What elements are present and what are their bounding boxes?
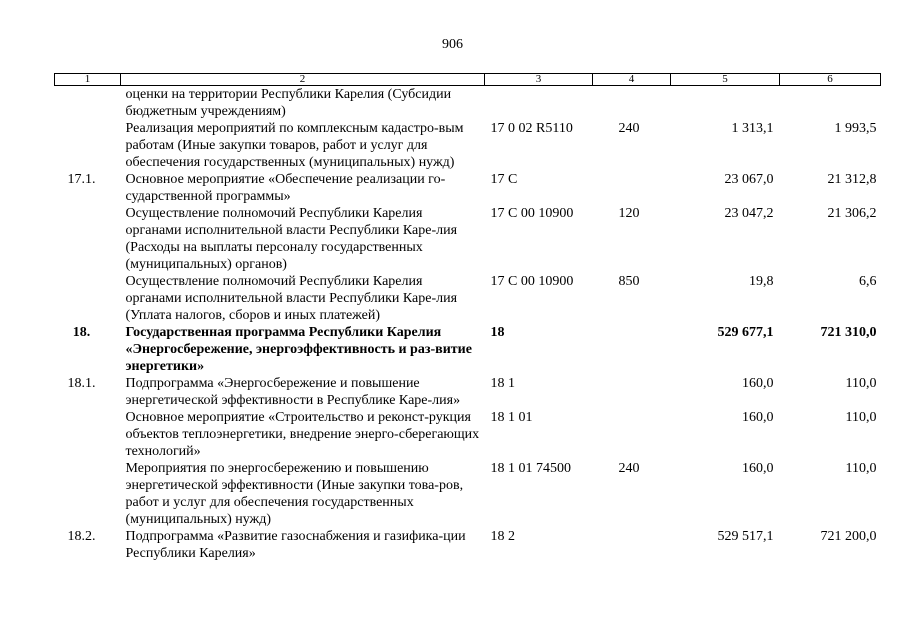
row-amount-col6: 110,0 (845, 376, 877, 391)
row-expense-type: 120 (618, 206, 640, 221)
row-code: 18 1 (490, 376, 515, 391)
row-number (55, 86, 121, 121)
row-amount-col6: 21 306,2 (827, 206, 877, 221)
row-expense-type (593, 528, 671, 562)
row-number: 18.1. (67, 376, 96, 391)
row-name: Основное мероприятие «Строительство и реконст-рукция объектов теплоэнергетики, внедрение энерго-сберегающих технологий» (125, 410, 480, 459)
row-expense-type: 850 (618, 274, 640, 289)
row-expense-type (593, 375, 671, 409)
table-row (55, 171, 881, 205)
row-number (55, 273, 121, 324)
row-expense-type (593, 324, 671, 375)
budget-table (54, 73, 881, 562)
row-amount-col5: 529 517,1 (717, 529, 774, 544)
row-expense-type: 240 (618, 121, 640, 136)
row-number: 18.2. (67, 529, 96, 544)
row-number (55, 409, 121, 460)
row-expense-type: 240 (618, 461, 640, 476)
column-header-3: 3 (485, 74, 593, 86)
row-amount-col5: 1 313,1 (731, 121, 774, 136)
table-row (55, 528, 881, 562)
table-row (55, 409, 881, 460)
row-name: Государственная программа Республики Карелия «Энергосбережение, энергоэффективность и раз-витие энергетики» (125, 325, 472, 374)
row-name: Подпрограмма «Развитие газоснабжения и газифика-ции Республики Карелия» (125, 529, 466, 561)
row-code: 17 0 02 R5110 (490, 121, 573, 136)
row-amount-col6: 1 993,5 (834, 121, 877, 136)
row-amount-col5: 23 067,0 (724, 172, 774, 187)
column-header-5: 5 (671, 74, 780, 86)
row-amount-col6: 110,0 (845, 410, 877, 425)
row-name: Мероприятия по энергосбережению и повышению энергетической эффективности (Иные закупки това-ров, работ и услуг для обеспечения государственных (муниципальных) нужд) (125, 461, 464, 527)
row-code: 17 С (490, 172, 518, 187)
row-amount-col6: 21 312,8 (827, 172, 877, 187)
column-header-6: 6 (780, 74, 881, 86)
row-amount-col6: 721 310,0 (820, 325, 877, 340)
column-header-2: 2 (121, 74, 485, 86)
table-row (55, 273, 881, 324)
table-row (55, 120, 881, 171)
row-amount-col6: 110,0 (845, 461, 877, 476)
row-name: оценки на территории Республики Карелия (Субсидии бюджетным учреждениям) (125, 87, 452, 119)
table-row (55, 205, 881, 273)
row-code: 17 С 00 10900 (490, 206, 574, 221)
row-name: Осуществление полномочий Республики Карелия органами исполнительной власти Республики Каре-лия (Уплата налогов, сборов и иных платежей) (125, 274, 458, 323)
row-code: 17 С 00 10900 (490, 274, 574, 289)
page-number: 906 (442, 37, 463, 52)
row-amount-col5 (671, 86, 780, 121)
row-name: Осуществление полномочий Республики Карелия органами исполнительной власти Республики Каре-лия (Расходы на выплаты персоналу государственных (муниципальных) органов) (125, 206, 458, 272)
row-amount-col5: 160,0 (742, 376, 774, 391)
row-amount-col6 (780, 86, 881, 121)
row-amount-col6: 6,6 (859, 274, 877, 289)
table-row (55, 460, 881, 528)
row-number: 17.1. (67, 172, 96, 187)
row-number (55, 205, 121, 273)
column-header-1: 1 (55, 74, 121, 86)
column-header-4: 4 (593, 74, 671, 86)
row-expense-type (593, 86, 671, 121)
row-number (55, 460, 121, 528)
row-code: 18 2 (490, 529, 515, 544)
row-code: 18 1 01 (490, 410, 533, 425)
row-amount-col5: 23 047,2 (724, 206, 774, 221)
row-expense-type (593, 171, 671, 205)
row-amount-col6: 721 200,0 (820, 529, 877, 544)
row-amount-col5: 160,0 (742, 461, 774, 476)
row-name: Реализация мероприятий по комплексным кадастро-вым работам (Иные закупки товаров, работ и услуг для обеспечения государственных (муниципальных) нужд) (125, 121, 464, 170)
row-expense-type (593, 409, 671, 460)
table-body (55, 86, 881, 563)
table-row (55, 324, 881, 375)
table-row (55, 86, 881, 121)
row-number (55, 120, 121, 171)
row-code: 18 1 01 74500 (490, 461, 571, 476)
row-amount-col5: 160,0 (742, 410, 774, 425)
row-name: Подпрограмма «Энергосбережение и повышение энергетической эффективности в Республике Каре-лия» (125, 376, 461, 408)
row-name: Основное мероприятие «Обеспечение реализации го-сударственной программы» (125, 172, 446, 204)
row-amount-col5: 529 677,1 (717, 325, 774, 340)
table-header (55, 74, 881, 86)
row-number: 18. (72, 325, 91, 340)
row-code: 18 (490, 325, 505, 340)
row-amount-col5: 19,8 (749, 274, 774, 289)
row-code (485, 86, 593, 121)
table-row (55, 375, 881, 409)
